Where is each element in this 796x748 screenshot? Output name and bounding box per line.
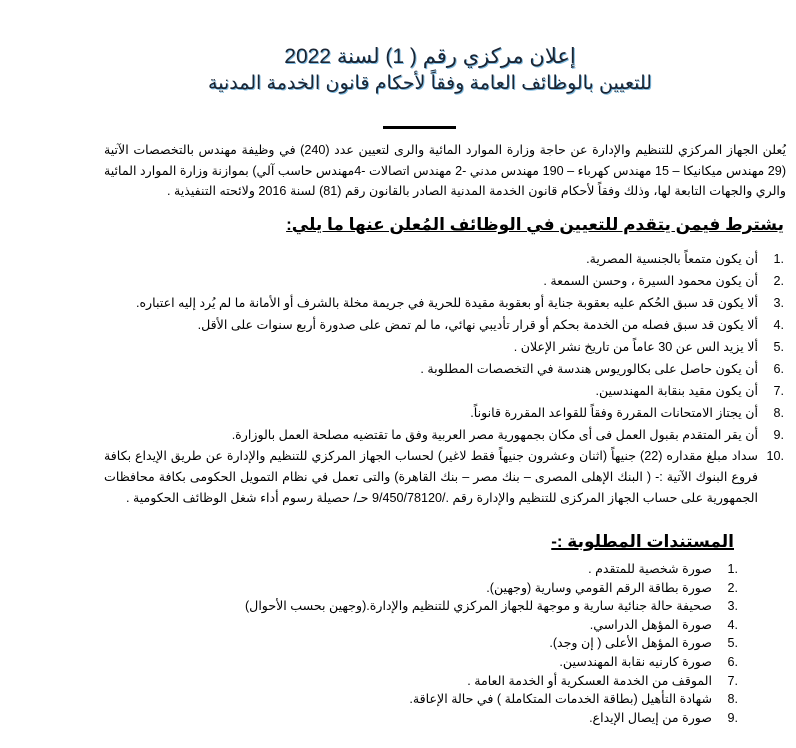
intro-paragraph: يُعلن الجهاز المركزي للتنظيم والإدارة عن حاجة وزارة الموارد المائية والرى لتعيين عدد (240) في وظيفة مهندس بالتخصصات الآتية (29 مهندس ميكانيكا – 15 مهندس كهرباء – 190 مهندس مدني -2 مهندس اتصالات -4مهندس حاسب آلي) بموازنة وزارة الموارد المائية والري والجهات التابعة لها، وذلك وفقاً لأحكام قانون الخدمة المدنية الصادر بالقانون رقم (81) لسنة 2016 ولائحته التنفيذية . <box>104 143 787 198</box>
documents-list <box>138 560 738 727</box>
item-text: أن يكون حاصل على بكالوريوس هندسة في التخصصات المطلوبة . <box>420 362 758 376</box>
list-item <box>138 560 738 579</box>
item-number: 3. <box>727 599 738 614</box>
list-item <box>104 358 784 380</box>
item-text: سداد مبلغ مقداره (22) جنيهاً (اثنان وعشرون جنيهاً فقط لاغير) لحساب الجهاز المركزي للتنظيم والإدارة عن طريق الإيداع بكافة فروع البنوك الآتية :- ( البنك الإهلى المصرى – بنك مصر – بنك القاهرة) والتى تعمل في نظام التمويل الحكومى بكافة محافظات الجمهورية على حساب الجهاز المركزى للتنظيم والإدارة رقم ./9/450/78120 حـ/ حصيلة رسوم أداء شغل الوظائف الحكومية . <box>104 449 758 505</box>
list-item <box>104 402 784 424</box>
list-item <box>138 597 738 616</box>
item-number: 10. <box>766 449 784 463</box>
item-text: أن يكون متمعاً بالجنسية المصرية. <box>586 252 758 266</box>
item-number: 1. <box>773 252 784 266</box>
list-item <box>104 446 784 509</box>
list-item <box>104 270 784 292</box>
item-text: أن يكون مقيد بنقابة المهندسين. <box>595 384 758 398</box>
list-item <box>138 634 738 653</box>
item-text: صورة المؤهل الدراسي. <box>589 617 712 632</box>
list-item <box>138 709 738 728</box>
item-text: صورة شخصية للمتقدم . <box>588 562 712 576</box>
item-number: 5. <box>727 636 738 651</box>
conditions-list <box>104 248 784 509</box>
list-item <box>104 314 784 336</box>
list-item <box>138 653 738 672</box>
item-text: ألا يكون قد سبق فصله من الخدمة بحكم أو قرار تأديبي نهائي، ما لم تمض على صدورة أربع سنوات على الأقل. <box>197 318 758 332</box>
item-number: 5. <box>773 340 784 354</box>
item-number: 1. <box>727 562 738 576</box>
list-item <box>138 616 738 635</box>
item-text: الموقف من الخدمة العسكرية أو الخدمة العامة . <box>467 673 712 688</box>
item-text: أن يقر المتقدم بقبول العمل فى أى مكان بجمهورية مصر العربية وفق ما تقتضيه مصلحة العمل بالوزارة. <box>231 428 758 442</box>
item-text: صحيفة حالة جنائية سارية و موجهة للجهاز المركزي للتنظيم والإدارة.(وجهين بحسب الأحوال) <box>244 599 712 614</box>
conditions-heading: يشترط فيمن يتقدم للتعيين في الوظائف المُعلن عنها ما يلي: <box>286 215 784 234</box>
item-number: 4. <box>727 617 738 632</box>
list-item <box>104 424 784 446</box>
item-number: 3. <box>773 296 784 310</box>
item-text: ألا يزيد الس عن 30 عاماً من تاريخ نشر الإعلان . <box>513 340 758 354</box>
item-text: ألا يكون قد سبق الحُكم عليه بعقوبة جناية أو بعقوبة مقيدة للحرية في جريمة مخلة بالشرف أو الأمانة ما لم يُرد إليه اعتباره. <box>135 296 758 310</box>
item-number: 4. <box>773 318 784 332</box>
item-number: 7. <box>727 673 738 688</box>
announcement-subtitle: للتعيين بالوظائف العامة وفقاً لأحكام قانون الخدمة المدنية <box>208 73 652 94</box>
list-item <box>138 690 738 709</box>
list-item <box>104 292 784 314</box>
item-text: صورة المؤهل الأعلى ( إن وجد). <box>549 636 712 651</box>
item-text: شهادة التأهيل (بطاقة الخدمات المتكاملة ) في حالة الإعاقة. <box>409 692 712 707</box>
list-item <box>138 579 738 598</box>
item-number: 2. <box>727 580 738 595</box>
item-number: 7. <box>773 384 784 398</box>
item-text: صورة كارنيه نقابة المهندسين. <box>559 654 712 669</box>
item-number: 6. <box>727 654 738 669</box>
list-item <box>138 672 738 691</box>
documents-heading: المستندات المطلوبة :- <box>551 532 734 551</box>
list-item <box>104 336 784 358</box>
item-text: أن يكون محمود السيرة ، وحسن السمعة . <box>543 274 758 288</box>
item-number: 9. <box>773 428 784 442</box>
item-number: 8. <box>727 692 738 707</box>
item-text: صورة من إيصال الإيداع. <box>589 710 712 725</box>
item-number: 9. <box>727 710 738 725</box>
item-number: 6. <box>773 362 784 376</box>
item-text: أن يجتاز الامتحانات المقررة وفقاً للقواعد المقررة قانوناً. <box>470 406 758 420</box>
item-text: صورة بطاقة الرقم القومي وسارية (وجهين). <box>486 580 712 595</box>
divider <box>383 126 456 129</box>
list-item <box>104 248 784 270</box>
announcement-title: إعلان مركزي رقم ( 1) لسنة 2022 <box>284 45 576 68</box>
list-item <box>104 380 784 402</box>
item-number: 2. <box>773 274 784 288</box>
item-number: 8. <box>773 406 784 420</box>
